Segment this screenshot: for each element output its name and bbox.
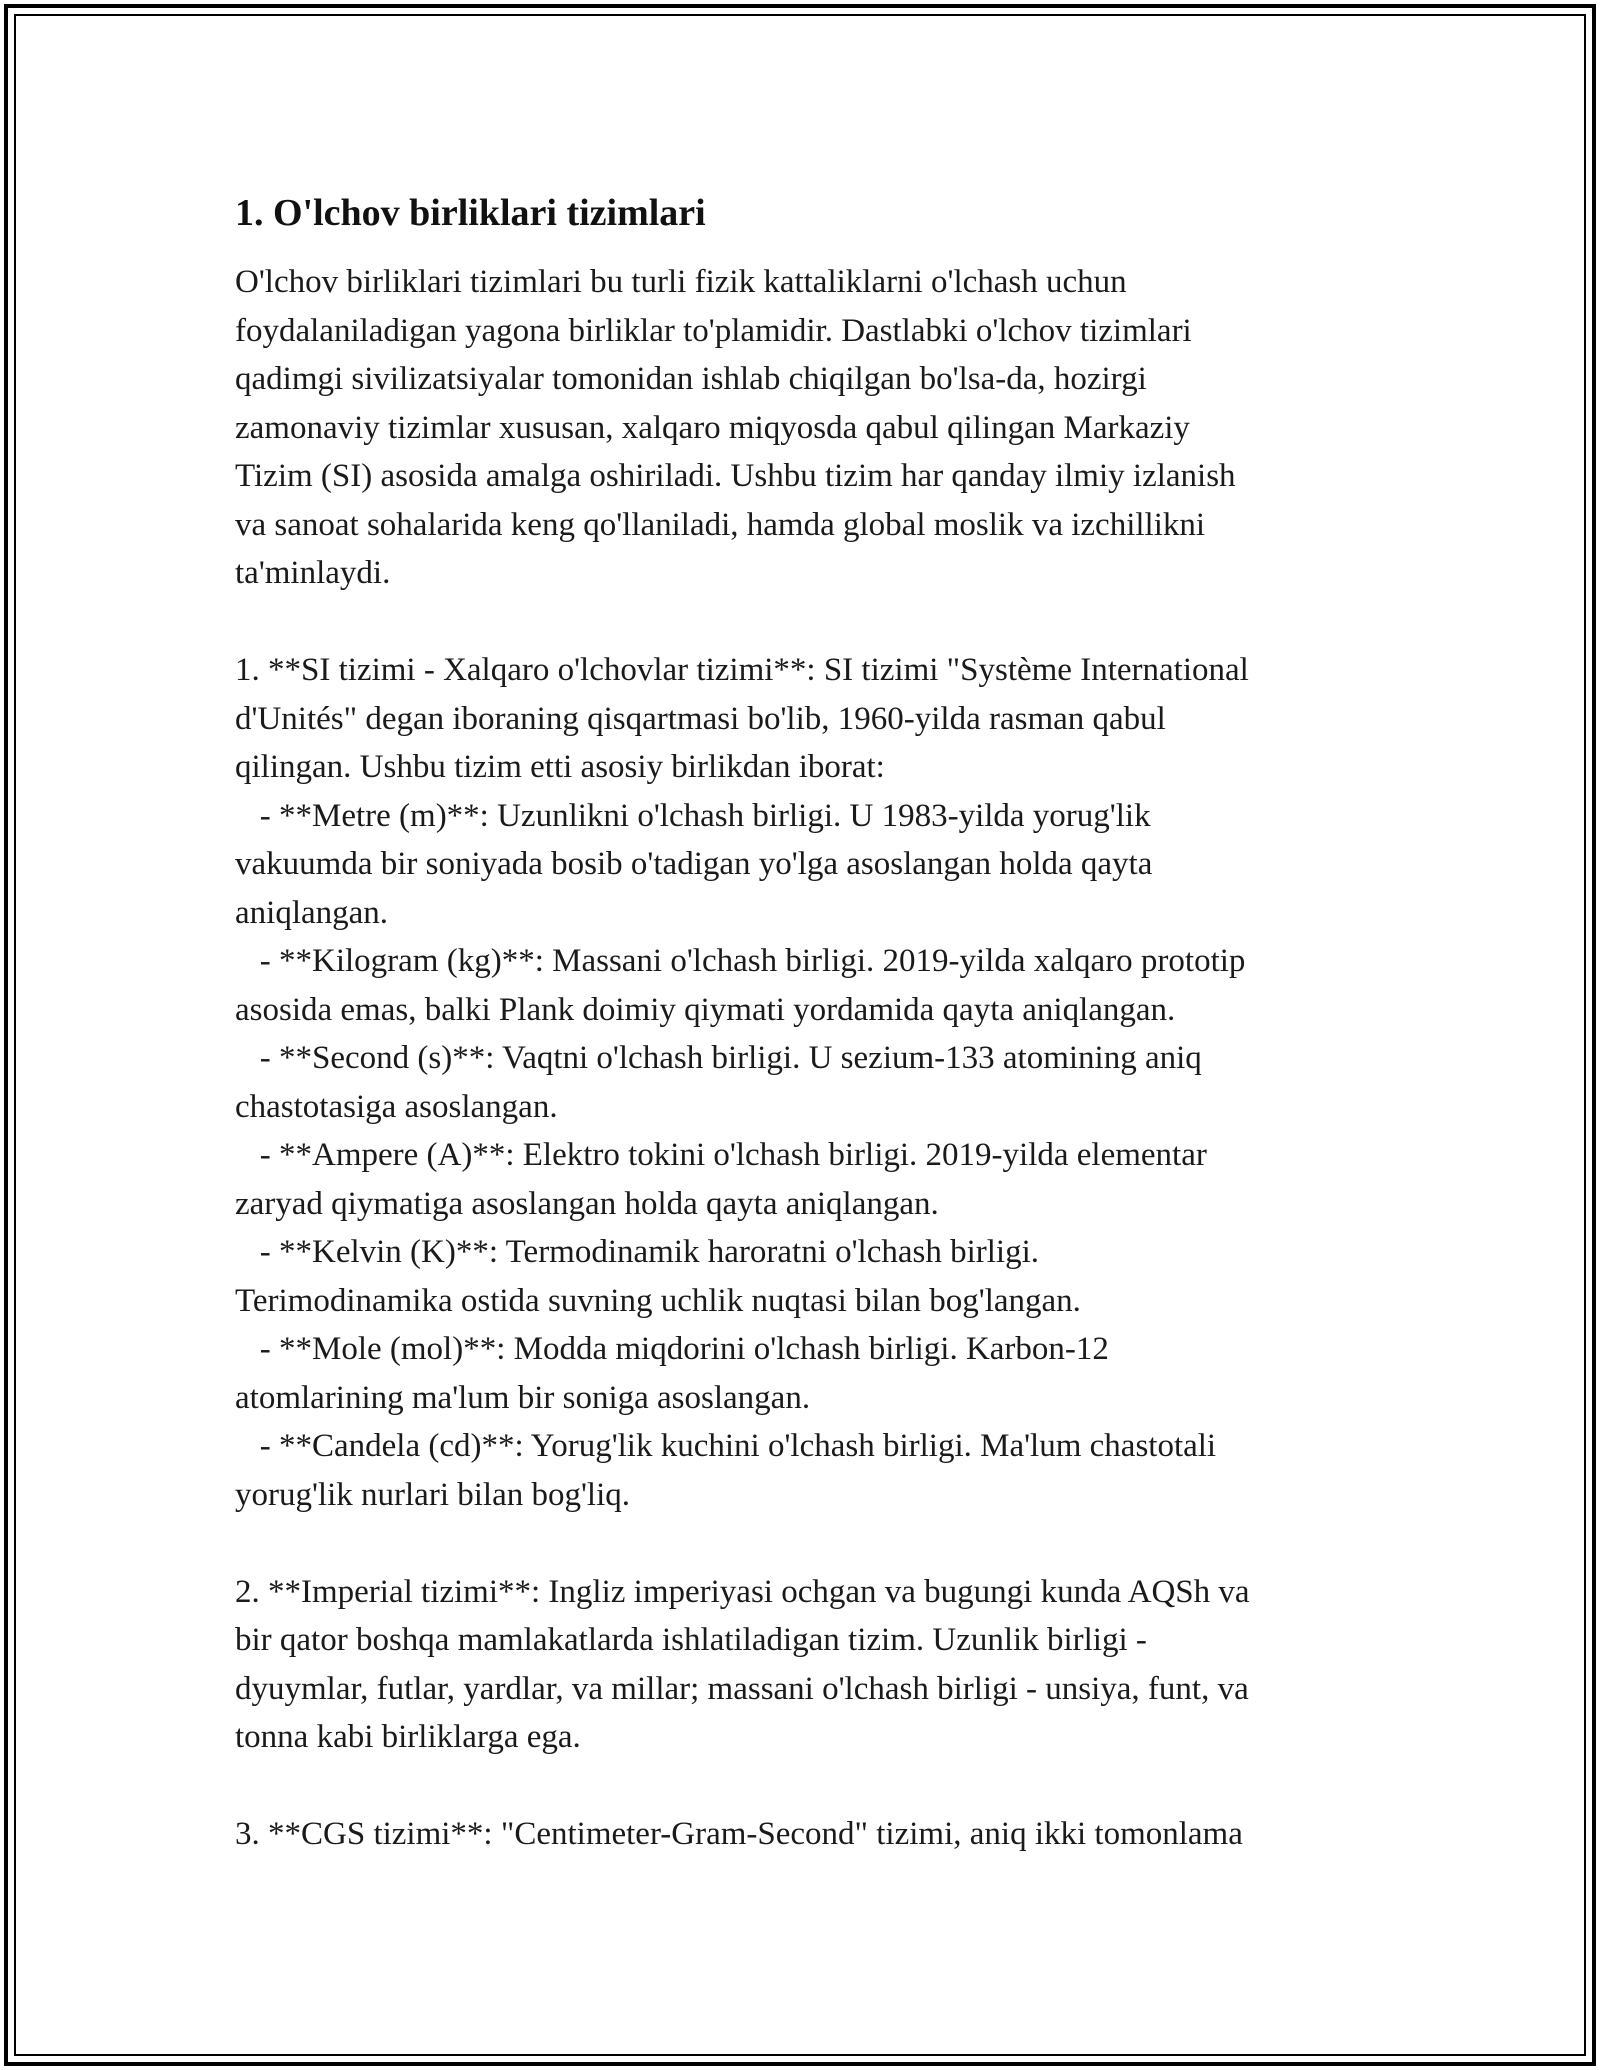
text-line: ta'minlaydi. <box>235 555 391 591</box>
text-line: atomlarining ma'lum bir soniga asoslangan. <box>235 1379 811 1416</box>
text-line: tonna kabi birliklarga ega. <box>235 1719 581 1755</box>
text-line: va sanoat sohalarida keng qo'llaniladi, hamda global moslik va izchillikni <box>235 506 1206 543</box>
paragraph-spacer <box>235 1762 1375 1811</box>
text-line: vakuumda bir soniyada bosib o'tadigan yo'lga asoslangan holda qayta <box>235 846 1153 882</box>
list-item-kilogram: - **Kilogram (kg)**: Massani o'lchash birligi. 2019-yilda xalqaro prototip <box>235 943 1246 979</box>
text-line: dyuymlar, futlar, yardlar, va millar; massani o'lchash birligi - unsiya, funt, va <box>235 1670 1249 1707</box>
text-line: 2. **Imperial tizimi**: Ingliz imperiyasi ochgan va bugungi kunda AQSh va <box>235 1573 1250 1610</box>
text-line: zamonaviy tizimlar xususan, xalqaro miqyosda qabul qilingan Markaziy <box>235 409 1190 446</box>
text-line: d'Unités" degan iboraning qisqartmasi bo'lib, 1960-yilda rasman qabul <box>235 700 1166 737</box>
text-line: 3. **CGS tizimi**: "Centimeter-Gram-Second" tizimi, aniq ikki tomonlama <box>235 1816 1243 1852</box>
text-line: foydalaniladigan yagona birliklar to'plamidir. Dastlabki o'lchov tizimlari <box>235 312 1192 349</box>
text-line: asosida emas, balki Plank doimiy qiymati yordamida qayta aniqlangan. <box>235 991 1176 1028</box>
text-line: Terimodinamika ostida suvning uchlik nuqtasi bilan bog'langan. <box>235 1282 1081 1319</box>
si-system-section <box>235 646 1375 1519</box>
text-line: qadimgi sivilizatsiyalar tomonidan ishlab chiqilgan bo'lsa-da, hozirgi <box>235 361 1147 397</box>
list-item-candela: - **Candela (cd)**: Yorug'lik kuchini o'lchash birligi. Ma'lum chastotali <box>235 1428 1217 1464</box>
list-item-mole: - **Mole (mol)**: Modda miqdorini o'lchash birligi. Karbon-12 <box>235 1331 1109 1367</box>
text-line: yorug'lik nurlari bilan bog'liq. <box>235 1476 631 1513</box>
text-line: Tizim (SI) asosida amalga oshiriladi. Ushbu tizim har qanday ilmiy izlanish <box>235 458 1236 494</box>
imperial-system-section <box>235 1568 1375 1762</box>
cgs-system-section <box>235 1810 1375 1859</box>
paragraph-spacer <box>235 598 1375 647</box>
text-line: zaryad qiymatiga asoslangan holda qayta aniqlangan. <box>235 1185 939 1222</box>
list-item-ampere: - **Ampere (A)**: Elektro tokini o'lchash birligi. 2019-yilda elementar <box>235 1137 1207 1173</box>
text-line: chastotasiga asoslangan. <box>235 1088 558 1125</box>
paragraph-spacer <box>235 1519 1375 1568</box>
section-title: 1. O'lchov birliklari tizimlari <box>235 192 706 234</box>
list-item-metre: - **Metre (m)**: Uzunlikni o'lchash birligi. U 1983-yilda yorug'lik <box>235 797 1151 834</box>
intro-paragraph <box>235 258 1375 598</box>
text-line: 1. **SI tizimi - Xalqaro o'lchovlar tizimi**: SI tizimi "Système International <box>235 652 1249 688</box>
text-line: aniqlangan. <box>235 894 389 931</box>
text-line: O'lchov birliklari tizimlari bu turli fizik kattaliklarni o'lchash uchun <box>235 264 1127 300</box>
document-body <box>235 186 1375 1859</box>
text-line: bir qator boshqa mamlakatlarda ishlatiladigan tizim. Uzunlik birligi - <box>235 1622 1147 1658</box>
list-item-second: - **Second (s)**: Vaqtni o'lchash birligi. U sezium-133 atomining aniq <box>235 1040 1202 1076</box>
list-item-kelvin: - **Kelvin (K)**: Termodinamik haroratni o'lchash birligi. <box>235 1234 1040 1270</box>
text-line: qilingan. Ushbu tizim etti asosiy birlikdan iborat: <box>235 749 885 785</box>
